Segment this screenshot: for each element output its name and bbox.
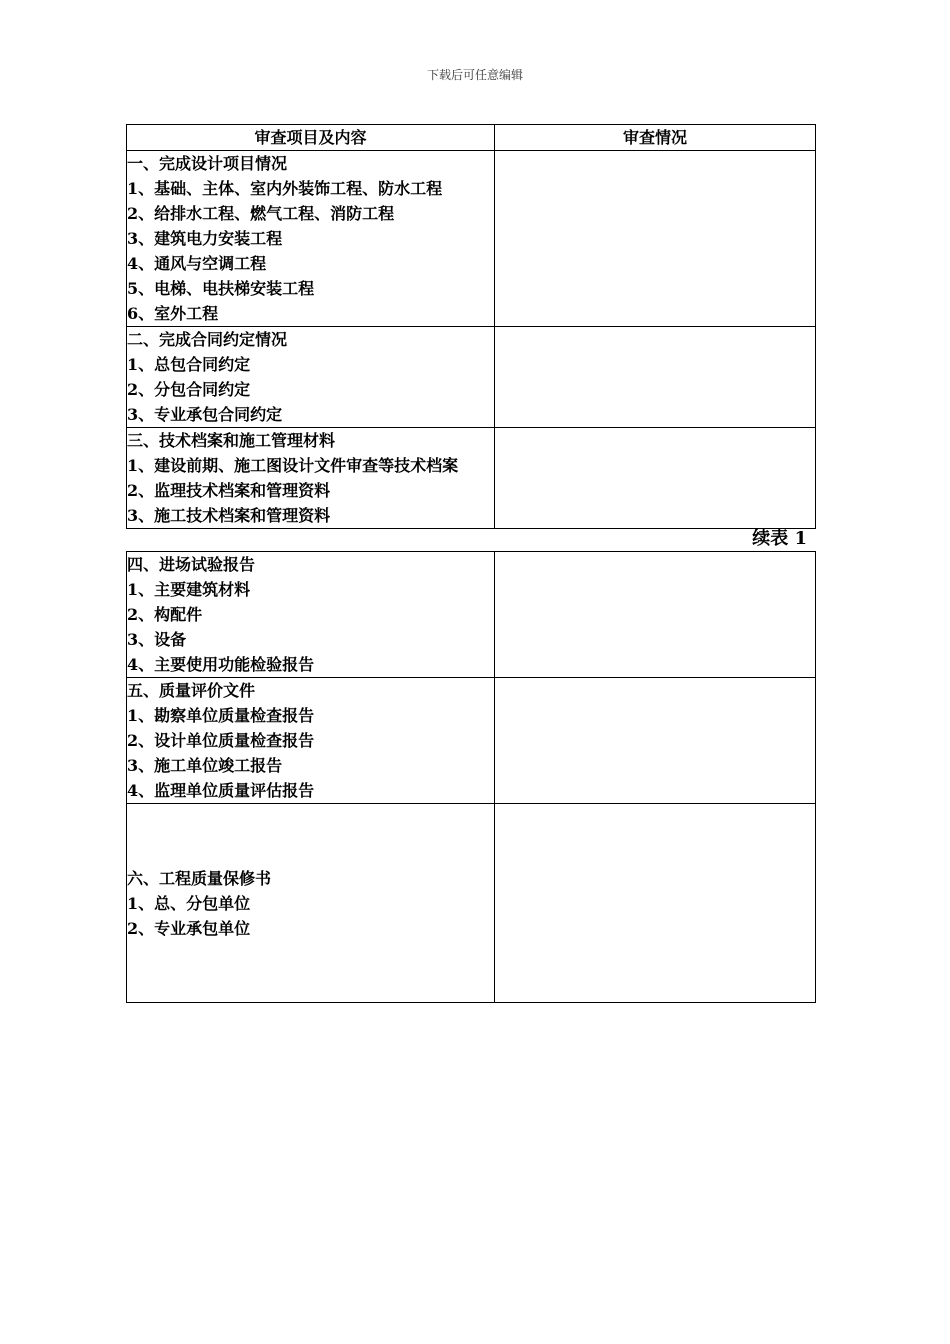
header-review-items: 审查项目及内容	[127, 125, 495, 151]
table-row	[127, 327, 816, 428]
status-cell[interactable]	[495, 678, 816, 804]
list-item: 2、专业承包单位	[127, 919, 251, 938]
table-row	[127, 678, 816, 804]
section-title: 四、进场试验报告	[127, 555, 256, 574]
section-cell	[127, 678, 495, 804]
list-item: 1、基础、主体、室内外装饰工程、防水工程	[127, 179, 443, 198]
list-item: 2、给排水工程、燃气工程、消防工程	[127, 204, 395, 223]
continuation-label: 续表 1	[752, 528, 807, 549]
status-cell[interactable]	[495, 552, 816, 678]
list-item: 1、主要建筑材料	[127, 580, 251, 599]
list-item: 3、专业承包合同约定	[127, 405, 283, 424]
list-item: 1、建设前期、施工图设计文件审查等技术档案	[127, 456, 459, 475]
list-item: 2、构配件	[127, 605, 203, 624]
review-table-2	[126, 551, 816, 1003]
table-row	[127, 552, 816, 678]
table-row	[127, 151, 816, 327]
section-title: 六、工程质量保修书	[127, 869, 272, 888]
section-cell	[127, 327, 495, 428]
section-cell	[127, 804, 495, 1003]
list-item: 4、监理单位质量评估报告	[127, 781, 315, 800]
list-item: 3、施工技术档案和管理资料	[127, 506, 331, 525]
status-cell[interactable]	[495, 327, 816, 428]
list-item: 2、分包合同约定	[127, 380, 251, 399]
section-cell	[127, 552, 495, 678]
list-item: 3、施工单位竣工报告	[127, 756, 283, 775]
header-review-status: 审查情况	[495, 125, 816, 151]
list-item: 6、室外工程	[127, 304, 219, 323]
table-row	[127, 428, 816, 529]
table-header-row	[127, 125, 816, 151]
status-cell[interactable]	[495, 151, 816, 327]
section-cell	[127, 151, 495, 327]
list-item: 2、设计单位质量检查报告	[127, 731, 315, 750]
list-item: 2、监理技术档案和管理资料	[127, 481, 331, 500]
section-title: 一、完成设计项目情况	[127, 154, 288, 173]
section-title: 二、完成合同约定情况	[127, 330, 288, 349]
list-item: 1、总、分包单位	[127, 894, 251, 913]
spacer	[127, 804, 494, 866]
section-title: 三、技术档案和施工管理材料	[127, 431, 336, 450]
header-note: 下载后可任意编辑	[426, 68, 523, 82]
list-item: 1、勘察单位质量检查报告	[127, 706, 315, 725]
review-table-1	[126, 124, 816, 529]
list-item: 4、通风与空调工程	[127, 254, 267, 273]
list-item: 4、主要使用功能检验报告	[127, 655, 315, 674]
section-cell	[127, 428, 495, 529]
status-cell[interactable]	[495, 804, 816, 1003]
table-row	[127, 804, 816, 1003]
list-item: 3、设备	[127, 630, 187, 649]
status-cell[interactable]	[495, 428, 816, 529]
section-title: 五、质量评价文件	[127, 681, 256, 700]
list-item: 1、总包合同约定	[127, 355, 251, 374]
list-item: 5、电梯、电扶梯安装工程	[127, 279, 315, 298]
list-item: 3、建筑电力安装工程	[127, 229, 283, 248]
